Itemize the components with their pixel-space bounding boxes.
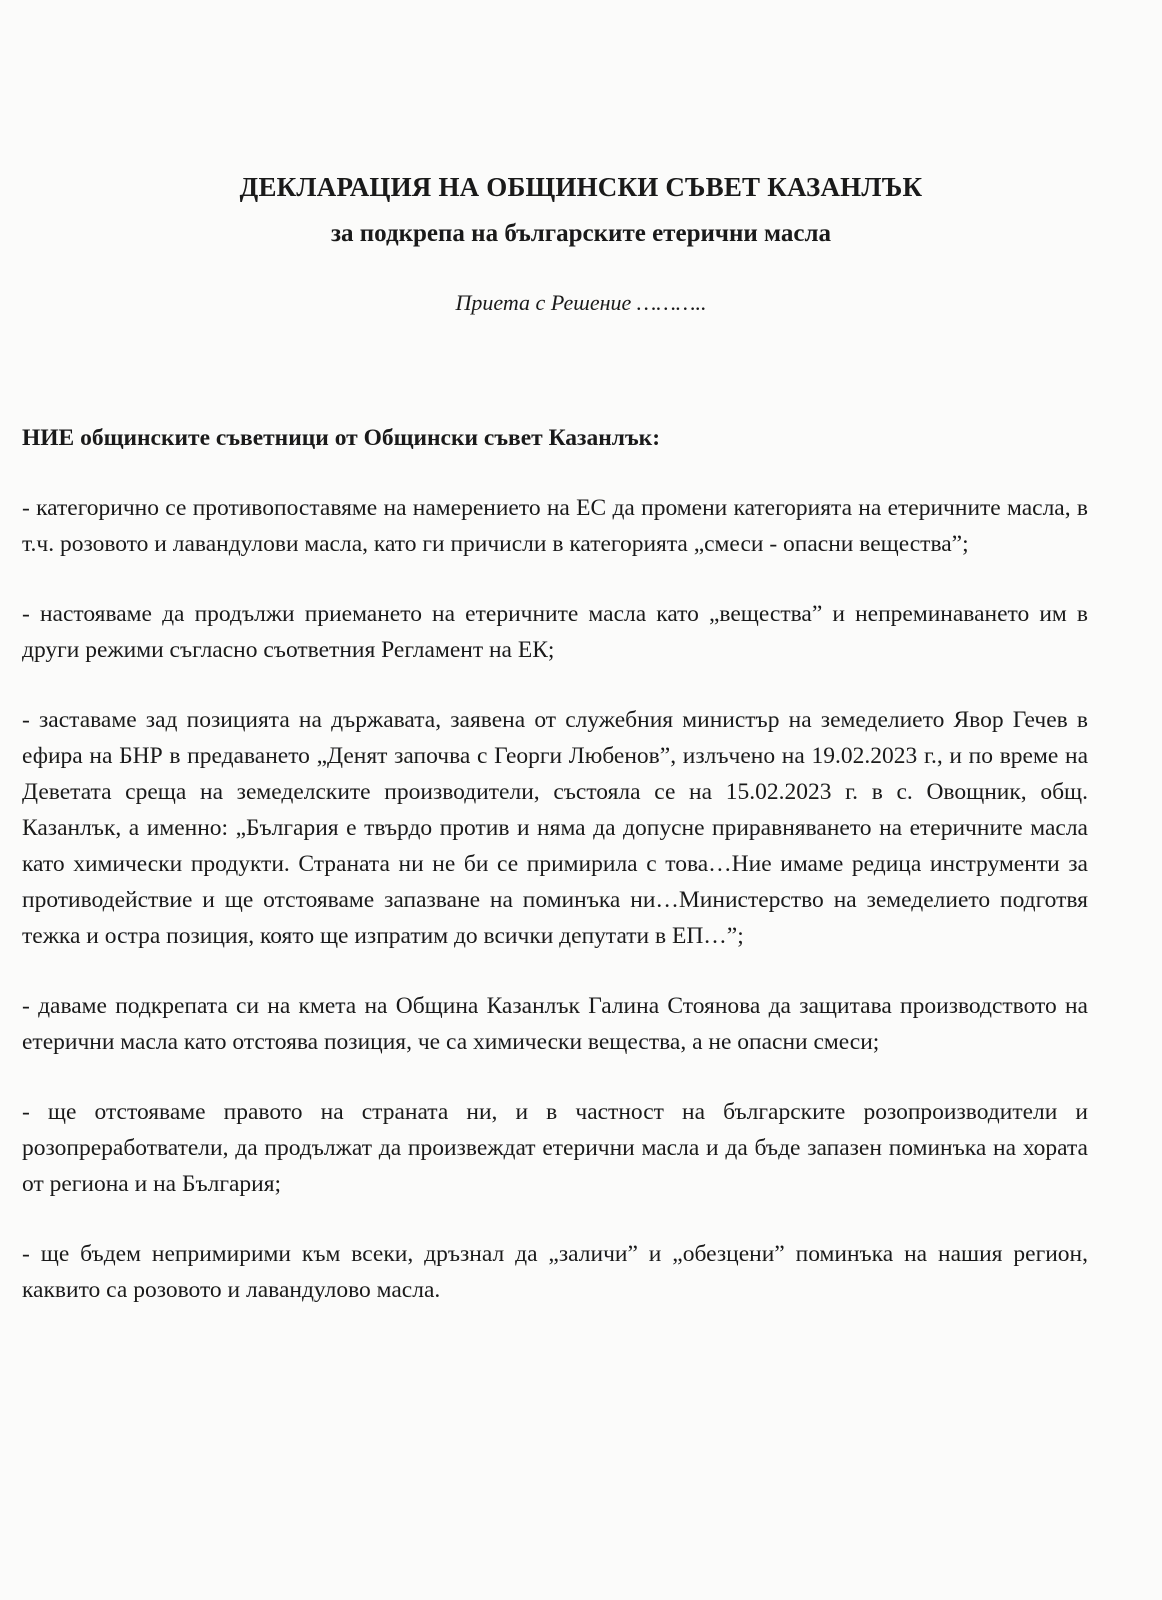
declaration-body [22,420,1088,1342]
declaration-item-1: - категорично се противопоставяме на намерението на ЕС да промени категорията на етеричните масла, в т.ч. розовото и лавандулови масла, като ги причисли в категорията „смеси - опасни вещества”; [22,495,1088,557]
declaration-item-5: - ще отстояваме правото на страната ни, и в частност на българските розопроизводители и розопреработватели, да продължат да произвеждат етерични масла и да бъде запазен поминъка на хората от региона и на България; [22,1099,1088,1197]
declaration-item-2: - настояваме да продължи приемането на етеричните масла като „вещества” и непреминаването им в други режими съгласно съответния Регламент на ЕК; [22,601,1088,663]
document-subtitle: за подкрепа на българските етерични масла [330,220,832,247]
declaration-item-6: - ще бъдем непримирими към всеки, дръзнал да „заличи” и „обезцени” поминъка на нашия регион, каквито са розовото и лавандулово масла. [22,1241,1088,1303]
declaration-item-3: - заставаме зад позицията на държавата, заявена от служебния министър на земеделието Явор Гечев в ефира на БНР в предаването „Денят започва с Георги Любенов”, излъчено на 19.02.2023 г., и по време на Деветата среща на земеделските производители, състояла се на 15.02.2023 г. в с. Овощник, общ. Казанлък, а именно: „България е твърдо против и няма да допусне приравняването на етеричните масла като химически продукти. Страната ни не би се примирила с това…Ние имаме редица инструменти за противодействие и ще отстояваме запазване на поминъка ни…Министерство на земеделието подготвя тежка и остра позиция, която ще изпратим до всички депутати в ЕП…”; [22,707,1088,949]
adopted-by-line: Приета с Решение ……….. [455,290,707,315]
document-title: ДЕКЛАРАЦИЯ НА ОБЩИНСКИ СЪВЕТ КАЗАНЛЪК [239,172,923,202]
declaration-item-4: - даваме подкрепата си на кмета на Община Казанлък Галина Стоянова да защитава производството на етерични масла като отстоява позиция, че са химически вещества, а не опасни смеси; [22,993,1088,1055]
intro-line: НИЕ общинските съветници от Общински съвет Казанлък: [22,425,661,451]
